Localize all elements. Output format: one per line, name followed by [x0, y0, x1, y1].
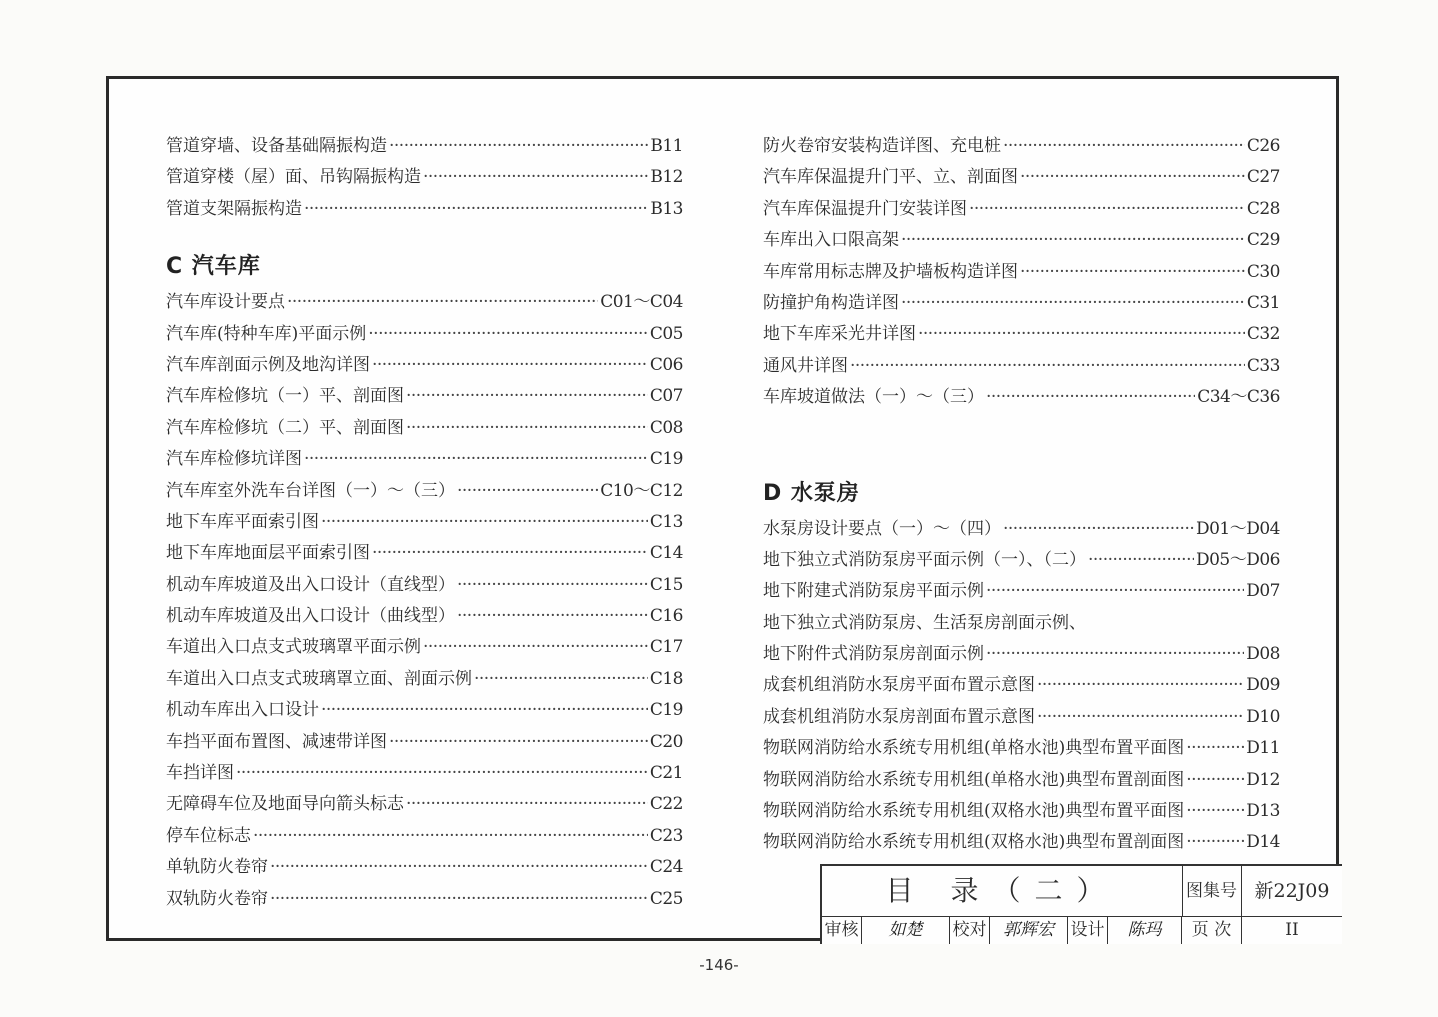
entry-page: C20 — [649, 731, 683, 752]
entry-page: C14 — [649, 543, 683, 564]
toc-entry — [166, 570, 683, 601]
toc-entry — [166, 350, 683, 381]
entry-page: D07 — [1246, 581, 1280, 602]
entry-title: 物联网消防给水系统专用机组(双格水池)典型布置平面图 — [763, 801, 1185, 822]
toc-entry — [166, 131, 683, 162]
leader-dots — [423, 632, 648, 663]
leader-dots — [1186, 827, 1244, 858]
section-c-entries — [166, 287, 683, 915]
toc-entry — [166, 413, 683, 444]
entry-title: 管道支架隔振构造 — [166, 198, 302, 219]
entry-title: 水泵房设计要点（一）～（四） — [763, 518, 1001, 539]
entry-title: 车库坡道做法（一）～（三） — [763, 387, 984, 408]
leader-dots — [368, 319, 648, 350]
entry-page: D05～D06 — [1195, 549, 1280, 570]
leader-dots — [986, 576, 1244, 607]
pre-entries — [166, 131, 683, 225]
entry-page: C30 — [1246, 261, 1280, 282]
toc-left-column — [166, 131, 683, 915]
toc-entry — [166, 319, 683, 350]
toc-entry — [763, 194, 1280, 225]
toc-entry — [166, 727, 683, 758]
toc-entry — [166, 162, 683, 193]
toc-entry — [166, 821, 683, 852]
entry-title: 成套机组消防水泵房平面布置示意图 — [763, 675, 1035, 696]
toc-entry — [763, 639, 1280, 670]
entry-page: C25 — [649, 888, 683, 909]
toc-entry — [763, 288, 1280, 319]
entry-title: 地下附件式消防泵房剖面示例 — [763, 644, 984, 665]
entry-title: 防撞护角构造详图 — [763, 292, 899, 313]
toc-entry — [166, 194, 683, 225]
toc-entry — [166, 507, 683, 538]
toc-entry — [763, 257, 1280, 288]
toc-entry — [166, 758, 683, 789]
entry-title: 车库出入口限高架 — [763, 230, 899, 251]
leader-dots — [406, 413, 648, 444]
entry-title: 汽车库保温提升门安装详图 — [763, 198, 967, 219]
entry-page: C28 — [1246, 198, 1280, 219]
leader-dots — [304, 444, 648, 475]
entry-title: 车道出入口点支式玻璃罩立面、剖面示例 — [166, 668, 472, 689]
leader-dots — [372, 350, 648, 381]
section-d-entries — [763, 514, 1280, 859]
entry-page: B13 — [650, 198, 683, 219]
entry-title: 双轨防火卷帘 — [166, 888, 268, 909]
entry-page: C26 — [1246, 136, 1280, 156]
toc-entry — [763, 382, 1280, 413]
leader-dots — [901, 288, 1245, 319]
leader-dots — [321, 695, 648, 726]
leader-dots — [1003, 514, 1194, 545]
review-label: 审核 — [822, 916, 862, 944]
leader-dots — [287, 287, 598, 318]
entry-page: D13 — [1246, 801, 1280, 822]
entry-title: 汽车库检修坑（二）平、剖面图 — [166, 417, 404, 438]
toc-entry — [763, 162, 1280, 193]
sheet-title: 目 录（二） — [822, 866, 1183, 916]
entry-page: B12 — [650, 167, 683, 188]
entry-title: 汽车库剖面示例及地沟详图 — [166, 354, 370, 375]
entry-page: B11 — [650, 136, 683, 156]
entry-title: 管道穿楼（屋）面、吊钩隔振构造 — [166, 167, 421, 188]
entry-page: D11 — [1246, 738, 1280, 759]
leader-dots — [1020, 257, 1245, 288]
design-signature: 陈玛 — [1108, 916, 1182, 944]
leader-dots — [389, 727, 648, 758]
page-label: 页 次 — [1182, 916, 1242, 944]
page-value: II — [1285, 920, 1299, 940]
check-signature: 郭辉宏 — [990, 916, 1068, 944]
drawing-sheet — [106, 76, 1339, 941]
leader-dots — [457, 570, 648, 601]
toc-entry — [763, 796, 1280, 827]
toc-entry — [166, 884, 683, 915]
entry-page: C05 — [649, 323, 683, 344]
entry-title: 车挡平面布置图、减速带详图 — [166, 731, 387, 752]
leader-dots — [1088, 545, 1194, 576]
leader-dots — [423, 162, 648, 193]
toc-entry — [166, 601, 683, 632]
entry-title: 机动车库坡道及出入口设计（直线型） — [166, 574, 455, 595]
entry-page: C19 — [649, 700, 683, 721]
toc-entry — [763, 131, 1280, 162]
entry-title: 汽车库设计要点 — [166, 292, 285, 313]
section-d-heading: D 水泵房 — [763, 480, 860, 506]
entry-page: C24 — [649, 857, 683, 878]
toc-entry — [763, 319, 1280, 350]
atlas-label: 图集号 — [1182, 866, 1242, 916]
section-c-heading: C 汽车库 — [166, 254, 261, 280]
leader-dots — [1186, 765, 1244, 796]
entry-page: C17 — [649, 637, 683, 658]
leader-dots — [406, 789, 648, 820]
leader-dots — [457, 601, 648, 632]
leader-dots — [406, 381, 648, 412]
leader-dots — [1020, 162, 1245, 193]
toc-entry — [763, 670, 1280, 701]
leader-dots — [270, 884, 648, 915]
toc-entry — [166, 632, 683, 663]
leader-dots — [321, 507, 648, 538]
entry-page: C13 — [649, 511, 683, 532]
entry-title: 地下独立式消防泵房平面示例（一）、（二） — [763, 549, 1086, 570]
leader-dots — [474, 664, 648, 695]
entry-title: 防火卷帘安装构造详图、充电桩 — [763, 136, 1001, 156]
entry-page: C06 — [649, 354, 683, 375]
leader-dots — [986, 382, 1195, 413]
toc-entry — [763, 514, 1280, 545]
entry-title: 地下车库地面层平面索引图 — [166, 543, 370, 564]
toc-entry — [166, 476, 683, 507]
entry-title: 汽车库检修坑详图 — [166, 449, 302, 470]
entry-page: C34～C36 — [1197, 387, 1280, 408]
entry-title: 管道穿墙、设备基础隔振构造 — [166, 136, 387, 156]
page-number: -146- — [699, 956, 739, 974]
toc-entry — [763, 702, 1280, 733]
entry-title: 车挡详图 — [166, 763, 234, 784]
entry-title: 物联网消防给水系统专用机组(单格水池)典型布置剖面图 — [763, 769, 1185, 790]
leader-dots — [1037, 670, 1244, 701]
toc-entry — [166, 695, 683, 726]
toc-right-column — [763, 131, 1280, 859]
toc-entry — [763, 765, 1280, 796]
entry-title: 机动车库坡道及出入口设计（曲线型） — [166, 606, 455, 627]
leader-dots — [850, 351, 1245, 382]
entry-page: C18 — [649, 668, 683, 689]
entry-page: C22 — [649, 794, 683, 815]
entry-title: 地下车库采光井详图 — [763, 324, 916, 345]
entry-page: C08 — [649, 417, 683, 438]
entry-title: 物联网消防给水系统专用机组(单格水池)典型布置平面图 — [763, 738, 1185, 759]
design-label: 设计 — [1068, 916, 1108, 944]
title-block — [820, 864, 1342, 944]
entry-page: D12 — [1246, 769, 1280, 790]
toc-entry — [166, 381, 683, 412]
entry-title: 汽车库室外洗车台详图（一）～（三） — [166, 480, 455, 501]
leader-dots — [304, 194, 648, 225]
leader-dots — [986, 639, 1244, 670]
entry-page: C07 — [649, 386, 683, 407]
entry-page: C32 — [1246, 324, 1280, 345]
entry-page: C29 — [1246, 230, 1280, 251]
entry-page: C19 — [649, 449, 683, 470]
toc-entry — [166, 538, 683, 569]
entry-page: C23 — [649, 825, 683, 846]
toc-entry — [763, 733, 1280, 764]
entry-title: 车道出入口点支式玻璃罩平面示例 — [166, 637, 421, 658]
entry-title: 汽车库保温提升门平、立、剖面图 — [763, 167, 1018, 188]
entry-page: C31 — [1246, 292, 1280, 313]
entry-page: C33 — [1246, 355, 1280, 376]
entry-page: D09 — [1246, 675, 1280, 696]
entry-page: D08 — [1246, 644, 1280, 665]
toc-entry — [166, 664, 683, 695]
entry-page: C15 — [649, 574, 683, 595]
toc-entry — [763, 351, 1280, 382]
toc-entry — [763, 225, 1280, 256]
toc-entry — [763, 545, 1280, 576]
entry-title: 地下车库平面索引图 — [166, 511, 319, 532]
entry-title: 地下附建式消防泵房平面示例 — [763, 581, 984, 602]
toc-entry — [166, 444, 683, 475]
leader-dots — [901, 225, 1245, 256]
entry-title: 机动车库出入口设计 — [166, 700, 319, 721]
entry-page: C01～C04 — [600, 292, 683, 313]
entry-title: 无障碍车位及地面导向箭头标志 — [166, 794, 404, 815]
entry-title: 车库常用标志牌及护墙板构造详图 — [763, 261, 1018, 282]
entry-page: C16 — [649, 606, 683, 627]
leader-dots — [389, 131, 648, 162]
leader-dots — [969, 194, 1245, 225]
toc-entry — [763, 576, 1280, 607]
review-signature: 如楚 — [862, 916, 950, 944]
entry-title: 地下独立式消防泵房、生活泵房剖面示例、 — [763, 612, 1086, 633]
entry-title: 物联网消防给水系统专用机组(双格水池)典型布置剖面图 — [763, 832, 1185, 853]
toc-entry — [166, 789, 683, 820]
leader-dots — [918, 319, 1245, 350]
entry-page: C27 — [1246, 167, 1280, 188]
leader-dots — [1003, 131, 1245, 162]
entry-title: 停车位标志 — [166, 825, 251, 846]
leader-dots — [1186, 796, 1244, 827]
entry-page: C21 — [649, 763, 683, 784]
entry-title: 成套机组消防水泵房剖面布置示意图 — [763, 706, 1035, 727]
toc-entry — [166, 852, 683, 883]
toc-entry — [763, 608, 1280, 639]
entry-page: D10 — [1246, 706, 1280, 727]
entry-page: D01～D04 — [1195, 518, 1280, 539]
check-label: 校对 — [950, 916, 990, 944]
entry-title: 通风井详图 — [763, 355, 848, 376]
toc-entry — [763, 827, 1280, 858]
leader-dots — [253, 821, 648, 852]
entry-page: D14 — [1246, 832, 1280, 853]
entry-title: 汽车库检修坑（一）平、剖面图 — [166, 386, 404, 407]
leader-dots — [457, 476, 598, 507]
section-c-continued — [763, 131, 1280, 414]
leader-dots — [372, 538, 648, 569]
entry-title: 汽车库(特种车库)平面示例 — [166, 323, 367, 344]
leader-dots — [1186, 733, 1244, 764]
leader-dots — [270, 852, 648, 883]
leader-dots — [236, 758, 648, 789]
atlas-number: 新22J09 — [1254, 880, 1330, 902]
entry-title: 单轨防火卷帘 — [166, 857, 268, 878]
entry-page: C10～C12 — [600, 480, 683, 501]
leader-dots — [1037, 702, 1244, 733]
toc-entry — [166, 287, 683, 318]
